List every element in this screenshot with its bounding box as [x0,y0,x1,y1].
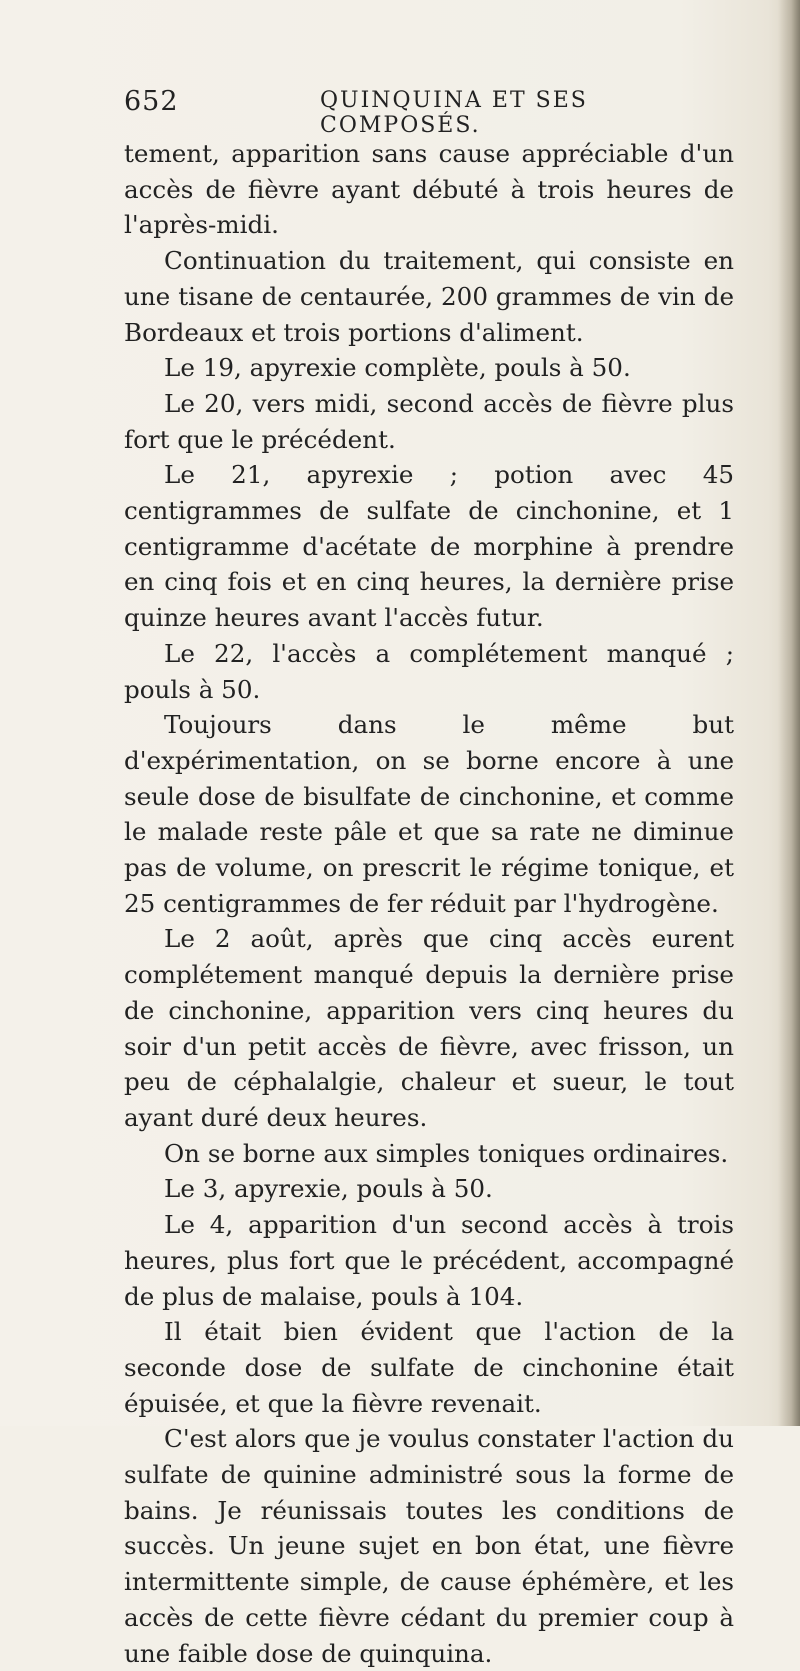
paragraph: Le 3, apyrexie, pouls à 50. [164,1174,493,1204]
page-edge-shadow [778,0,800,1426]
paragraph: Il était bien évident que l'action de la seconde dose de sulfate de cinchonine était épuisée, et que la fièvre revenait. [124,1317,734,1418]
paragraph: On se borne aux simples toniques ordinaires. [164,1138,729,1168]
page-number: 652 [124,86,179,117]
body-text [124,136,734,1671]
running-title: QUINQUINA ET SES COMPOSÉS. [320,88,588,138]
paragraph: Toujours dans le même but d'expérimentation, on se borne encore à une seule dose de bisulfate de cinchonine, et comme le malade reste pâle et que sa rate ne diminue pas de volume, on prescrit le régime tonique, et 25 centigrammes de fer réduit par l'hydrogène. [124,710,734,918]
paragraph: Le 4, apparition d'un second accès à trois heures, plus fort que le précédent, accompagné de plus de malaise, pouls à 104. [124,1210,734,1311]
paragraph: Le 20, vers midi, second accès de fièvre plus fort que le précédent. [124,388,734,454]
paragraph: Le 2 août, après que cinq accès eurent complétement manqué depuis la dernière prise de cinchonine, apparition vers cinq heures du soir d'un petit accès de fièvre, avec frisson, un peu de céphalalgie, chaleur et sueur, le tout ayant duré deux heures. [124,924,734,1132]
page-header [124,86,734,138]
paragraph: C'est alors que je voulus constater l'action du sulfate de quinine administré sous la forme de bains. Je réunissais toutes les conditions de succès. Un jeune sujet en bon état, une fièvre intermittente simple, de cause éphémère, et les accès de cette fièvre cédant du premier coup à une faible dose de quinquina. [124,1424,734,1668]
paragraph: Continuation du traitement, qui consiste en une tisane de centaurée, 200 grammes de vin de Bordeaux et trois portions d'aliment. [124,246,734,347]
paragraph: Le 19, apyrexie complète, pouls à 50. [164,353,631,383]
paragraph: Le 21, apyrexie ; potion avec 45 centigrammes de sulfate de cinchonine, et 1 centigramme d'acétate de morphine à prendre en cinq fois et en cinq heures, la dernière prise quinze heures avant l'accès futur. [124,460,734,633]
paragraph-continuation: tement, apparition sans cause appréciable d'un accès de fièvre ayant débuté à trois heures de l'après-midi. [124,139,734,240]
paragraph: Le 22, l'accès a complétement manqué ; pouls à 50. [124,638,734,704]
